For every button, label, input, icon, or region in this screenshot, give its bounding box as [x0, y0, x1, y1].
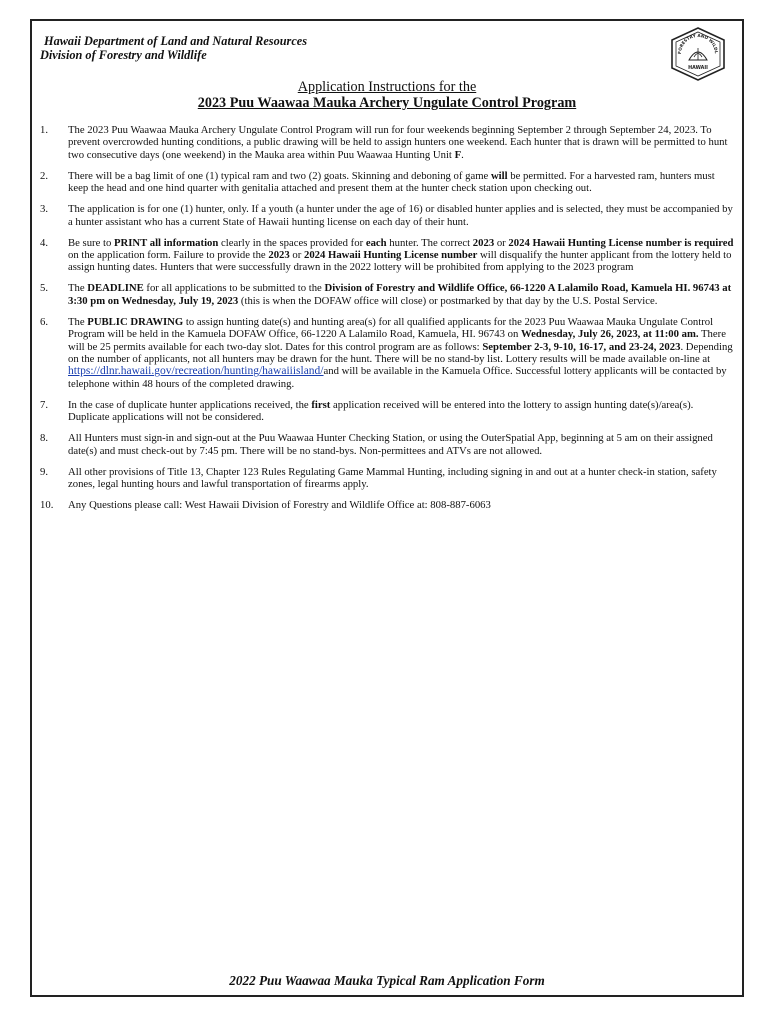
instructions-heading: Application Instructions for the [297, 79, 477, 95]
agency-name: Hawaii Department of Land and Natural Resources [44, 34, 308, 48]
instruction-list [40, 124, 736, 520]
document-page [30, 19, 744, 997]
bold-text: PRINT all information [114, 236, 219, 249]
text-run: All other provisions of Title 13, Chapter 123 Rules Regulating Game Mammal Hunting, including signing in and out at a hunter check-in station, safety zones, legal hunting hours and lawful transportation of firearms apply. [68, 465, 717, 491]
list-item-text [68, 237, 736, 274]
bold-text: PUBLIC DRAWING [87, 315, 184, 328]
seal-text-bottom: HAWAII [688, 66, 708, 71]
text-run: The [68, 315, 88, 328]
text-run: or [289, 249, 304, 262]
application-form-title: 2022 Puu Waawaa Mauka Typical Ram Application Form [229, 973, 545, 988]
list-item-number: 10. [40, 499, 54, 512]
list-item [40, 124, 736, 161]
text-run: There will be a bag limit of one (1) typical ram and two (2) goats. Skinning and deboning of game [68, 169, 491, 182]
list-item-text [68, 316, 736, 390]
text-run: (this is when the DOFAW office will close) or postmarked by that day by the U.S. Postal Service. [238, 294, 658, 307]
agency-header [40, 34, 307, 62]
list-item [40, 466, 736, 491]
bold-text: first [311, 398, 331, 411]
list-item-text [68, 282, 736, 307]
list-item-text [68, 170, 736, 195]
list-item [40, 432, 736, 457]
bold-text: 2024 Hawaii Hunting License number is required [508, 236, 734, 249]
text-run: Any Questions please call: West Hawaii Division of Forestry and Wildlife Office at: 808-887-6063 [68, 499, 491, 512]
text-run: The 2023 Puu Waawaa Mauka Archery Ungulate Control Program will run for four weekends beginning September 2 through September 24, 2023. To prevent overcrowded hunting conditions, a public drawing will be held to assign hunters one weekend. Each hunter that is drawn will be permitted to hunt two consecutive days (one weekend) in the Mauka area within Puu Waawaa Hunting Unit [68, 124, 728, 161]
division-name: Division of Forestry and Wildlife [40, 48, 207, 62]
text-run: or [494, 236, 509, 249]
list-item [40, 170, 736, 195]
text-run: be permitted. For a harvested ram, hunters must keep the head and one hind quarter with genitalia attached and present them at the hunter check station upon checking out. [68, 169, 715, 195]
dofaw-seal-logo [667, 26, 729, 82]
text-run: and will be available in the Kamuela Office. Successful lottery applicants will be contacted by telephone within 48 hours of the completed drawing. [68, 365, 727, 390]
list-item-number: 4. [40, 236, 49, 249]
text-run: on the application form. Failure to provide the [68, 249, 269, 262]
list-item-number: 8. [40, 432, 49, 445]
list-item-number: 2. [40, 169, 49, 182]
list-item-number: 1. [40, 124, 49, 136]
text-run: to assign hunting date(s) and hunting area(s) for all qualified applicants for the 2023 Puu Waawaa Mauka Ungulate Control Program will be held in the Kamuela DOFAW Office, 66-1220 A Lalamilo Road, Kamuela, HI. 96743 on [68, 315, 714, 341]
list-item-text [68, 399, 736, 424]
seal-text-top: FORESTRY AND WILDL [676, 32, 720, 55]
text-run: The [68, 282, 88, 295]
text-run: In the case of duplicate hunter applications received, the [68, 398, 312, 411]
bold-text: will [490, 169, 508, 182]
list-item-number: 7. [40, 398, 49, 411]
text-run: will disqualify the hunter applicant from the lottery held to assign hunting dates. Hunters that were successfully drawn in the 2022 lottery will be prohibited from applying to the 2023 program [68, 249, 732, 274]
text-run: clearly in the spaces provided for [218, 236, 366, 249]
bold-text: F [454, 148, 462, 161]
bold-text: DEADLINE [87, 282, 144, 295]
list-item-number: 6. [40, 315, 49, 328]
bold-text: Division of Forestry and Wildlife Office, 66-1220 A Lalamilo Road, Kamuela HI. 96743 at 3:30 pm on Wednesday, July 19, 2023 [68, 282, 732, 307]
list-item [40, 203, 736, 228]
list-item-text [68, 124, 736, 161]
list-item-number: 3. [40, 203, 49, 216]
text-run: hunter. The correct [386, 236, 473, 249]
text-run: for all applications to be submitted to the [143, 282, 325, 295]
text-run: Be sure to [68, 236, 115, 249]
bold-text: 2023 [268, 249, 290, 262]
lottery-results-link[interactable]: https://dlnr.hawaii.gov/recreation/hunting/hawaiiisland/ [68, 365, 324, 378]
list-item [40, 316, 736, 390]
bold-text: Wednesday, July 26, 2023, at 11:00 am. [520, 328, 699, 341]
list-item-text [68, 432, 736, 457]
list-item [40, 282, 736, 307]
text-run: The application is for one (1) hunter, only. If a youth (a hunter under the age of 16) or disabled hunter applies and is selected, they must be accompanied by a hunter assistant who has a current State of Hawaii hunting license on each day of their hunt. [68, 203, 733, 228]
list-item [40, 399, 736, 424]
list-item-number: 5. [40, 282, 49, 295]
text-run: . Depending on the number of applicants, not all hunters may be drawn for the hunt. There will be no stand-by list. Lottery results will be made available on-line at [68, 340, 733, 366]
list-item-number: 9. [40, 465, 49, 478]
bold-text: September 2-3, 9-10, 16-17, and 23-24, 2023 [482, 340, 681, 353]
bold-text: each [365, 236, 387, 249]
text-run: All Hunters must sign-in and sign-out at the Puu Waawaa Hunter Checking Station, or using the OuterSpatial App, beginning at 5 am on their assigned date(s) and must check-out by 7:45 pm. There will be no stand-bys. Non-permittees and ATVs are not allowed. [68, 432, 713, 457]
text-run: . [461, 148, 464, 161]
bold-text: 2024 Hawaii Hunting License number [303, 249, 478, 262]
program-title: 2023 Puu Waawaa Mauka Archery Ungulate Control Program [197, 95, 577, 111]
list-item [40, 237, 736, 274]
list-item-text [68, 203, 736, 228]
list-item-text [68, 499, 736, 511]
list-item [40, 499, 736, 511]
text-run: application received will be entered into the lottery to assign hunting date(s)/area(s). Duplicate applications will not be considered. [68, 398, 694, 424]
text-run: There will be 25 permits available for each two-day slot. Dates for this control program are as follows: [68, 328, 726, 353]
list-item-text [68, 466, 736, 491]
bold-text: 2023 [472, 236, 495, 249]
